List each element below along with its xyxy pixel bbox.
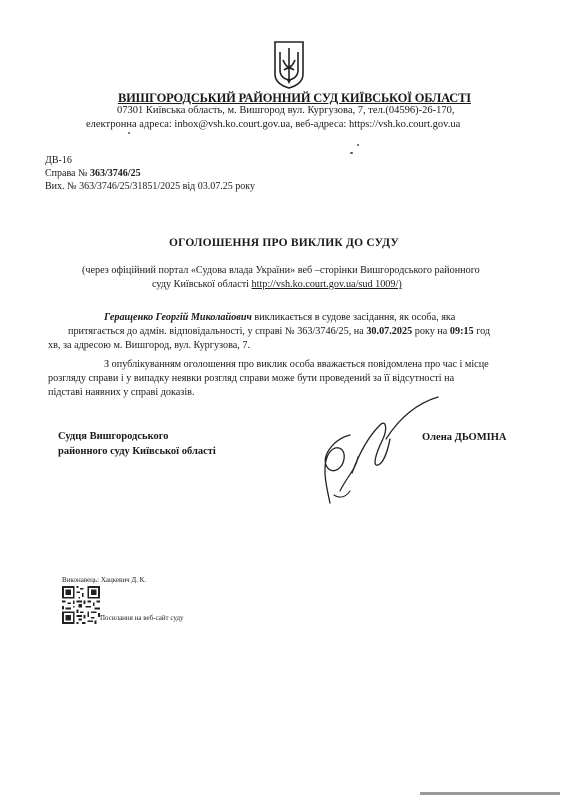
body-p1-text-b: року на — [412, 326, 450, 337]
case-label: Справа № — [45, 168, 91, 179]
qr-caption: Посилання на веб-сайт суду — [100, 614, 184, 622]
handwritten-signature — [300, 395, 450, 505]
body-p1-text-c: год — [473, 326, 491, 337]
hearing-date: 30.07.2025 — [366, 326, 413, 337]
subtitle-line-1: (через офіційний портал «Судова влада України» веб –сторінки Вишгородського районного — [82, 265, 480, 276]
judge-role-line-1: Судця Вишгородського — [58, 431, 169, 442]
body-p2-line-1: З опублікуванням оголошення про виклик особа вважається повідомлена про час і місце — [104, 359, 489, 370]
outgoing-number: Вих. № 363/3746/25/31851/2025 від 03.07.25 року — [45, 181, 255, 192]
case-number-value: 363/3746/25 — [90, 168, 141, 179]
qr-code-icon[interactable] — [62, 586, 100, 624]
hearing-time: 09:15 — [449, 326, 474, 337]
scan-speck — [350, 152, 353, 154]
body-p1-rest: викликається в судове засідання, як особа, яка — [251, 312, 456, 323]
court-website-link[interactable]: http://vsh.ko.court.gov.ua/sud 1009/) — [251, 279, 402, 290]
court-name: ВИШГОРОДСЬКИЙ РАЙОННИЙ СУД КИЇВСЬКОЇ ОБЛАСТІ — [118, 91, 471, 105]
body-p2-line-2: розгляду справи і у випадку неявки розгляд справи може бути проведений за її відсутності на — [48, 373, 455, 384]
judge-name: Олена ДЬОМІНА — [422, 432, 507, 443]
trident-coat-of-arms-icon — [272, 40, 306, 90]
body-p2-line-3: підставі наявних у справі доказів. — [48, 387, 195, 398]
body-p1-line-1 — [104, 311, 455, 325]
body-p1-line-2 — [68, 325, 490, 339]
court-contacts: електронна адреса: inbox@vsh.ko.court.gov.ua, веб-адреса: https://vsh.ko.court.gov.ua — [86, 119, 461, 130]
page-title: ОГОЛОШЕННЯ ПРО ВИКЛИК ДО СУДУ — [168, 237, 400, 249]
subtitle-prefix: суду Київської області — [152, 279, 252, 290]
scan-speck — [128, 132, 130, 134]
doc-code: ДВ-16 — [45, 155, 72, 166]
scan-edge-mark — [420, 792, 560, 795]
body-p1-line-3: хв, за адресою м. Вишгород, вул. Кургузова, 7. — [48, 340, 251, 351]
judge-role-line-2: районного суду Київської області — [58, 446, 216, 457]
executor: Виконавець: Хацкевич Д. К. — [62, 576, 147, 584]
scan-speck — [357, 144, 359, 146]
subtitle-line-2 — [152, 278, 402, 292]
court-address: 07301 Київська область, м. Вишгород вул. Кургузова, 7, тел.(04596)-26-170, — [117, 105, 455, 116]
body-p1-text-a: притягається до адмін. відповідальності, у справі № 363/3746/25, на — [68, 326, 367, 337]
summoned-person-name: Геращенко Георгій Миколайович — [104, 312, 252, 323]
case-number — [45, 168, 141, 179]
